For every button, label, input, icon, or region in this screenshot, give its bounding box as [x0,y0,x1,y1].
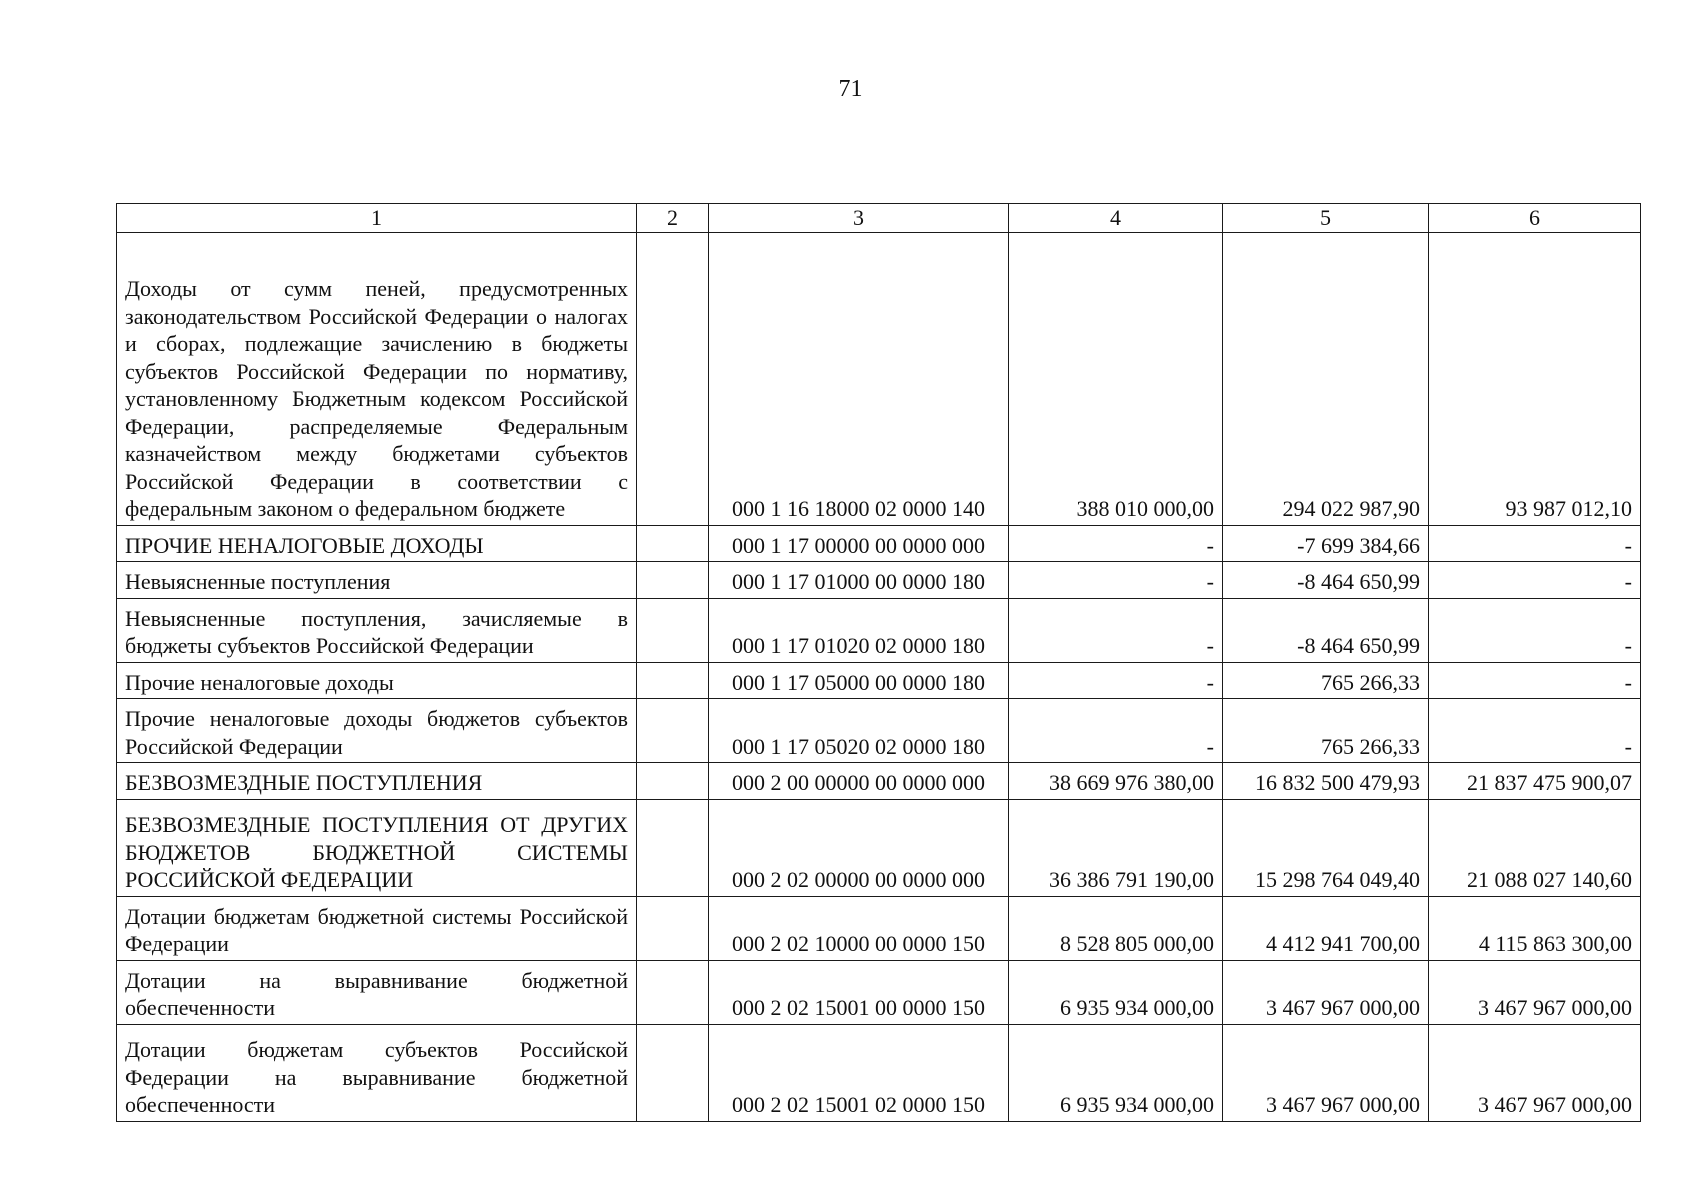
row-col4: - [1009,562,1223,599]
row-code: 000 1 16 18000 02 0000 140 [709,232,1009,525]
row-code: 000 1 17 01020 02 0000 180 [709,598,1009,662]
row-col6: 4 115 863 300,00 [1429,896,1641,960]
column-header: 6 [1429,204,1641,233]
table-row [117,896,1641,960]
row-name: Дотации бюджетам бюджетной системы Российской Федерации [117,896,637,960]
row-col6: - [1429,525,1641,562]
row-col6: - [1429,699,1641,763]
row-col6: 21 088 027 140,60 [1429,799,1641,896]
row-code: 000 2 02 15001 00 0000 150 [709,960,1009,1024]
row-name: Доходы от сумм пеней, предусмотренных законодательством Российской Федерации о налогах и сборах, подлежащие зачислению в бюджеты субъектов Российской Федерации по нормативу, установленному Бюджетным кодексом Российской Федерации, распределяемые Федеральным казначейством между бюджетами субъектов Российской Федерации в соответствии с федеральным законом о федеральном бюджете [117,232,637,525]
table-row [117,699,1641,763]
row-col5: 16 832 500 479,93 [1223,763,1429,800]
row-col5: 4 412 941 700,00 [1223,896,1429,960]
row-name: Дотации на выравнивание бюджетной обеспеченности [117,960,637,1024]
row-col4: 8 528 805 000,00 [1009,896,1223,960]
row-code: 000 1 17 05020 02 0000 180 [709,699,1009,763]
row-col5: -8 464 650,99 [1223,562,1429,599]
row-col6: 3 467 967 000,00 [1429,960,1641,1024]
row-col4: 388 010 000,00 [1009,232,1223,525]
row-col5: 765 266,33 [1223,662,1429,699]
table-row [117,1024,1641,1121]
row-col6: - [1429,662,1641,699]
table-row [117,799,1641,896]
row-col4: - [1009,662,1223,699]
row-name: ПРОЧИЕ НЕНАЛОГОВЫЕ ДОХОДЫ [117,525,637,562]
row-col4: 38 669 976 380,00 [1009,763,1223,800]
row-col4: 36 386 791 190,00 [1009,799,1223,896]
row-col5: 15 298 764 049,40 [1223,799,1429,896]
row-name: БЕЗВОЗМЕЗДНЫЕ ПОСТУПЛЕНИЯ [117,763,637,800]
column-header: 5 [1223,204,1429,233]
table-row [117,562,1641,599]
row-col2 [637,699,709,763]
row-code: 000 1 17 00000 00 0000 000 [709,525,1009,562]
column-header: 1 [117,204,637,233]
row-col5: 765 266,33 [1223,699,1429,763]
row-col2 [637,763,709,800]
row-col2 [637,960,709,1024]
row-code: 000 1 17 01000 00 0000 180 [709,562,1009,599]
table-row [117,525,1641,562]
column-header: 4 [1009,204,1223,233]
row-name: Дотации бюджетам субъектов Российской Федерации на выравнивание бюджетной обеспеченности [117,1024,637,1121]
row-col2 [637,598,709,662]
row-col6: 21 837 475 900,07 [1429,763,1641,800]
row-name: Прочие неналоговые доходы [117,662,637,699]
budget-table [116,203,1641,1122]
row-code: 000 2 02 00000 00 0000 000 [709,799,1009,896]
row-col2 [637,1024,709,1121]
row-col4: - [1009,699,1223,763]
row-col6: - [1429,562,1641,599]
row-col4: 6 935 934 000,00 [1009,960,1223,1024]
table-row [117,232,1641,525]
table-row [117,960,1641,1024]
row-col5: 3 467 967 000,00 [1223,960,1429,1024]
column-header: 3 [709,204,1009,233]
row-col2 [637,525,709,562]
row-col4: - [1009,598,1223,662]
row-code: 000 2 02 10000 00 0000 150 [709,896,1009,960]
row-col6: 3 467 967 000,00 [1429,1024,1641,1121]
row-code: 000 2 02 15001 02 0000 150 [709,1024,1009,1121]
row-name: Невыясненные поступления, зачисляемые в бюджеты субъектов Российской Федерации [117,598,637,662]
row-col2 [637,896,709,960]
table-row [117,598,1641,662]
row-col4: 6 935 934 000,00 [1009,1024,1223,1121]
row-col2 [637,232,709,525]
row-col5: -8 464 650,99 [1223,598,1429,662]
row-col2 [637,562,709,599]
row-col2 [637,662,709,699]
row-name: Невыясненные поступления [117,562,637,599]
page-number: 71 [838,76,863,102]
row-col2 [637,799,709,896]
row-col4: - [1009,525,1223,562]
table-header-row [117,204,1641,233]
column-header: 2 [637,204,709,233]
row-col6: - [1429,598,1641,662]
table-row [117,662,1641,699]
row-col6: 93 987 012,10 [1429,232,1641,525]
row-code: 000 1 17 05000 00 0000 180 [709,662,1009,699]
row-code: 000 2 00 00000 00 0000 000 [709,763,1009,800]
row-col5: 294 022 987,90 [1223,232,1429,525]
row-name: Прочие неналоговые доходы бюджетов субъектов Российской Федерации [117,699,637,763]
row-col5: 3 467 967 000,00 [1223,1024,1429,1121]
row-name: БЕЗВОЗМЕЗДНЫЕ ПОСТУПЛЕНИЯ ОТ ДРУГИХ БЮДЖЕТОВ БЮДЖЕТНОЙ СИСТЕМЫ РОССИЙСКОЙ ФЕДЕРАЦИИ [117,799,637,896]
row-col5: -7 699 384,66 [1223,525,1429,562]
table-row [117,763,1641,800]
